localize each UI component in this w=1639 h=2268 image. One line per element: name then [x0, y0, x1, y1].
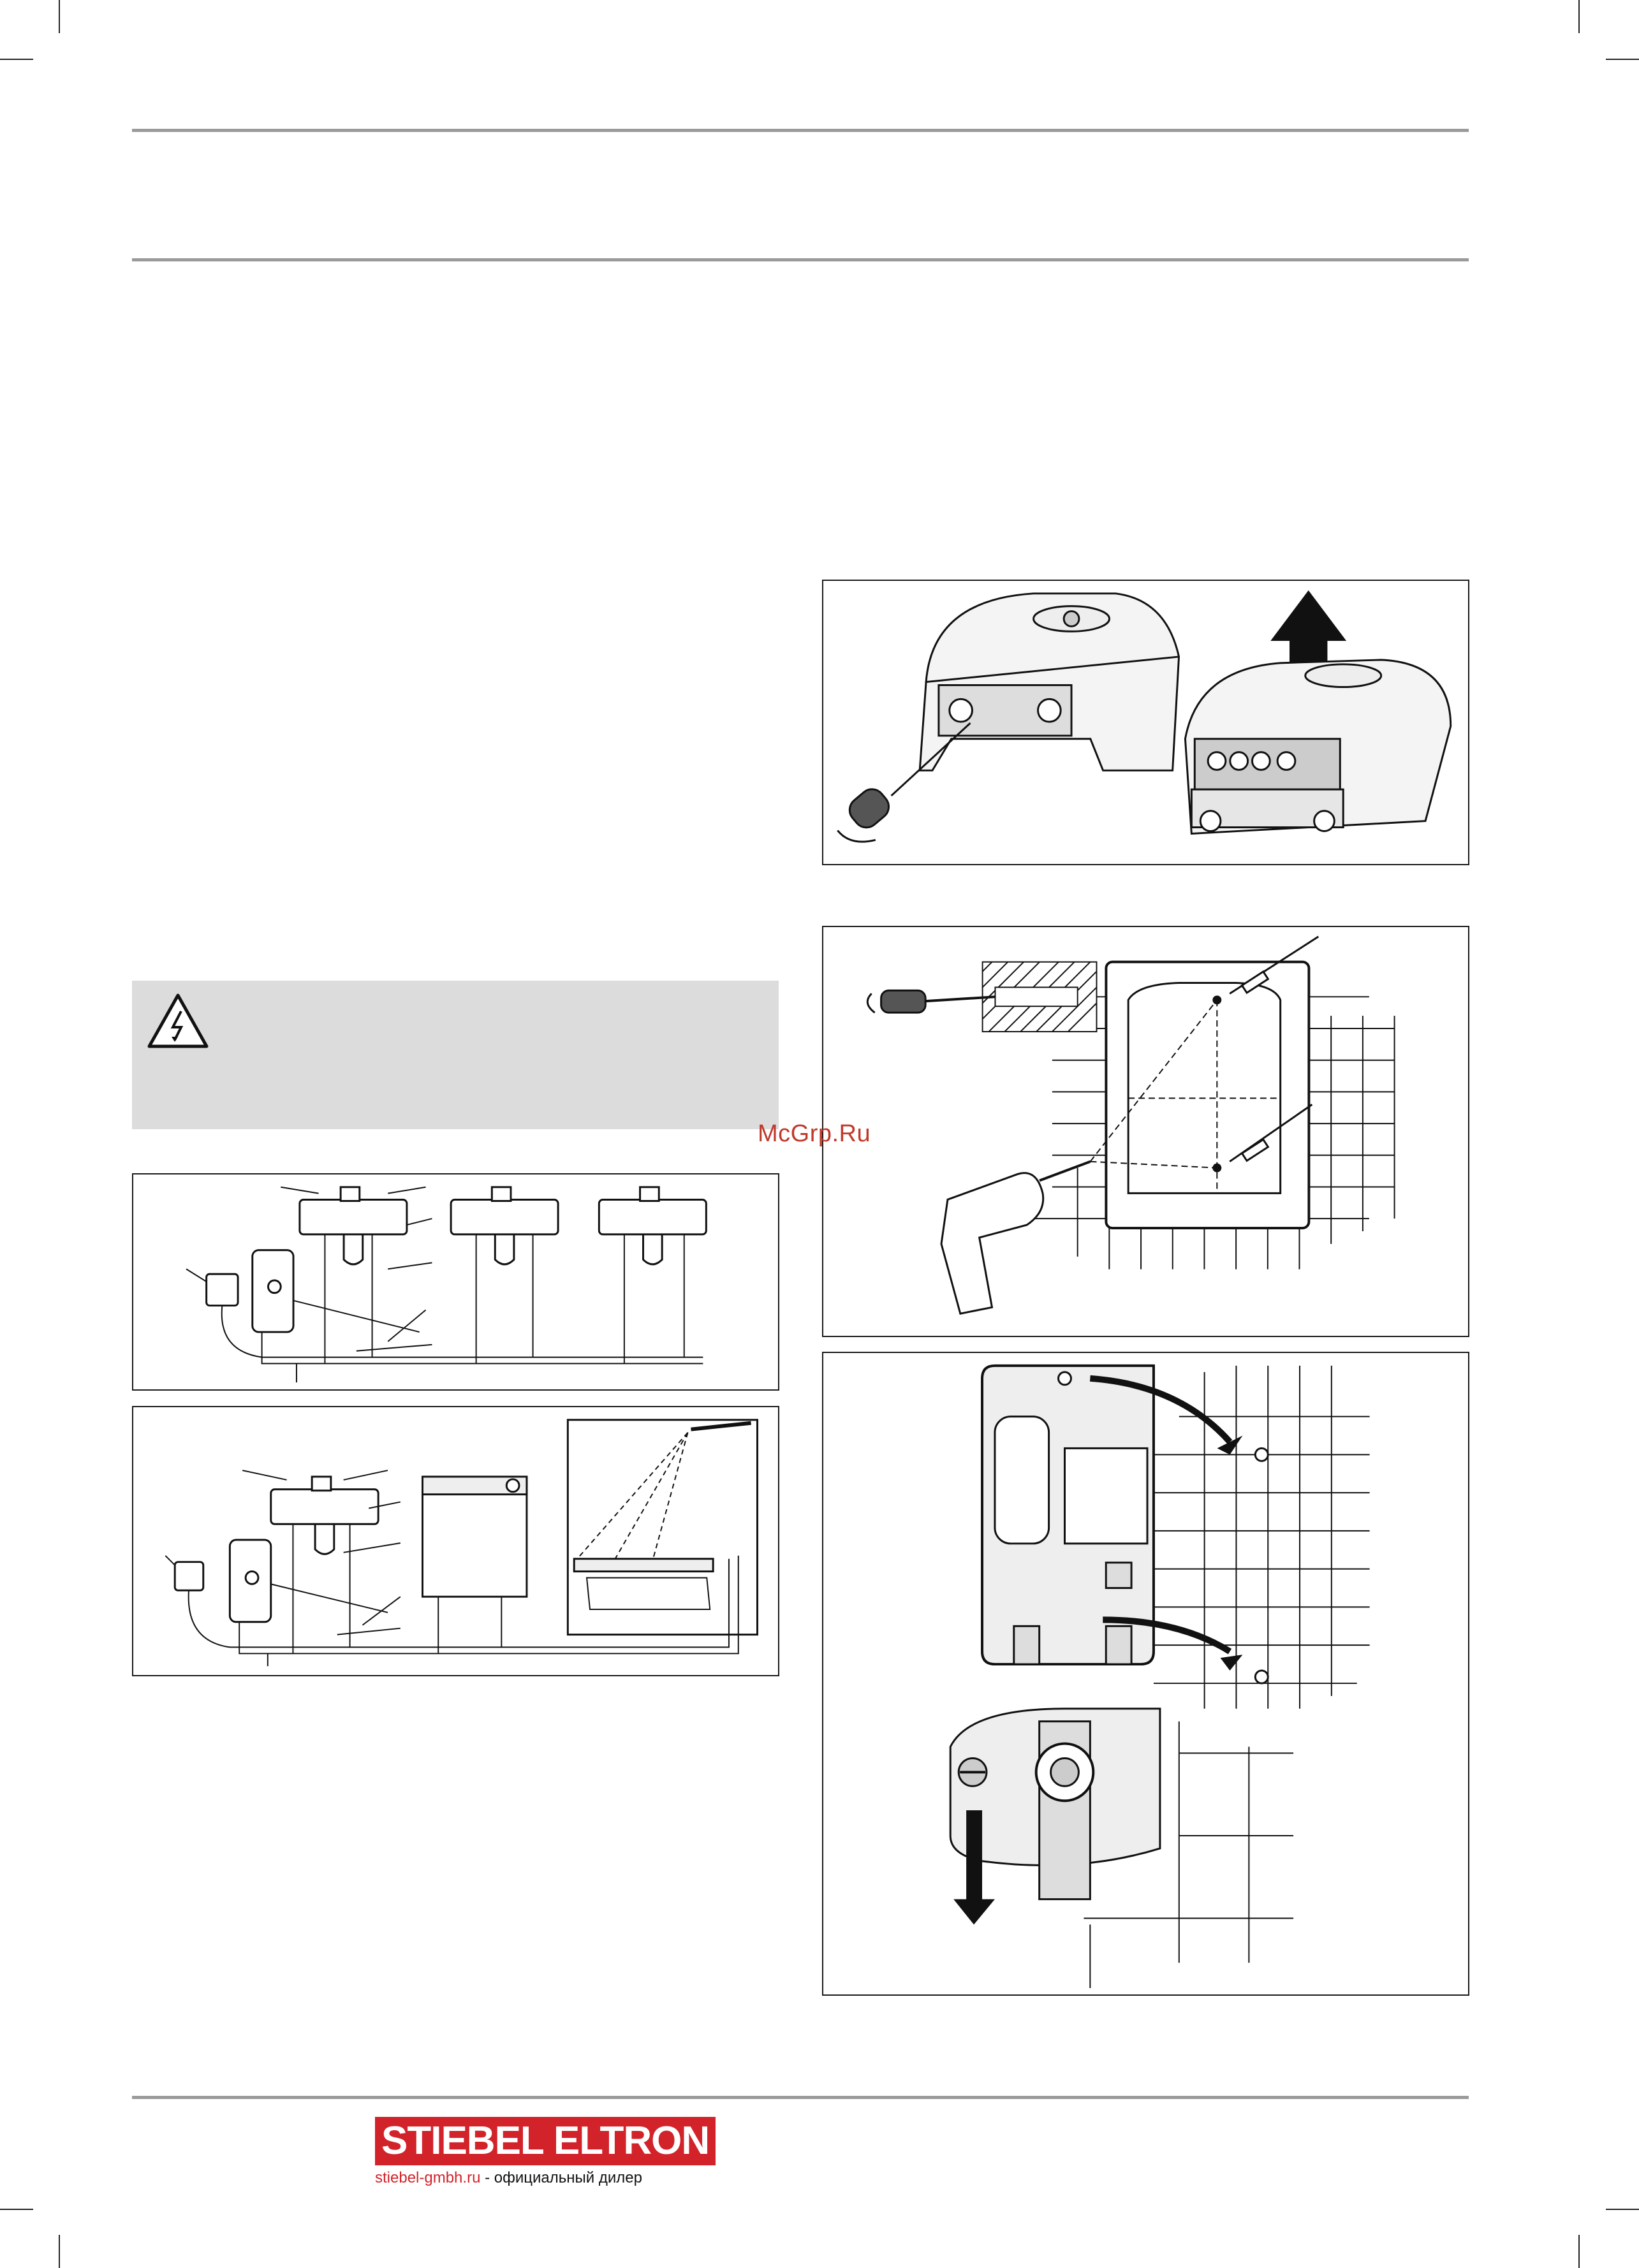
sink-icon — [271, 1489, 378, 1524]
footer-rule — [132, 2096, 1469, 2099]
brand-logo: STIEBEL ELTRON — [375, 2117, 716, 2165]
electric-hazard-icon — [146, 992, 210, 1050]
crop-mark — [59, 2235, 60, 2268]
install-sinks-illustration — [133, 1174, 778, 1389]
crop-mark — [0, 59, 33, 60]
screwdriver-icon — [837, 723, 970, 842]
install-shower-illustration — [133, 1407, 778, 1675]
brand-block — [375, 2117, 716, 2187]
figure-hanging — [822, 1352, 1469, 1996]
crop-mark — [59, 0, 60, 33]
washing-machine-icon — [422, 1477, 526, 1597]
wall-mounting-illustration — [823, 927, 1468, 1336]
cover-removal-illustration — [823, 581, 1468, 864]
warning-box — [132, 981, 779, 1129]
crop-mark — [1606, 2209, 1639, 2210]
hanging-illustration — [823, 1353, 1468, 1994]
figure-install-shower — [132, 1406, 779, 1676]
figure-install-sinks — [132, 1173, 779, 1391]
brand-dealer: - официальный дилер — [480, 2169, 642, 2186]
crop-mark — [1606, 59, 1639, 60]
crop-mark — [0, 2209, 33, 2210]
brand-subline — [375, 2169, 716, 2187]
brand-site[interactable]: stiebel-gmbh.ru — [375, 2169, 481, 2186]
crop-mark — [1578, 2235, 1580, 2268]
header-rule-top — [132, 129, 1469, 132]
header-rule-bottom — [132, 258, 1469, 261]
crop-mark — [1578, 0, 1580, 33]
watermark: McGrp.Ru — [758, 1120, 871, 1147]
figure-cover-removal — [822, 580, 1469, 865]
figure-wall-mounting — [822, 926, 1469, 1337]
